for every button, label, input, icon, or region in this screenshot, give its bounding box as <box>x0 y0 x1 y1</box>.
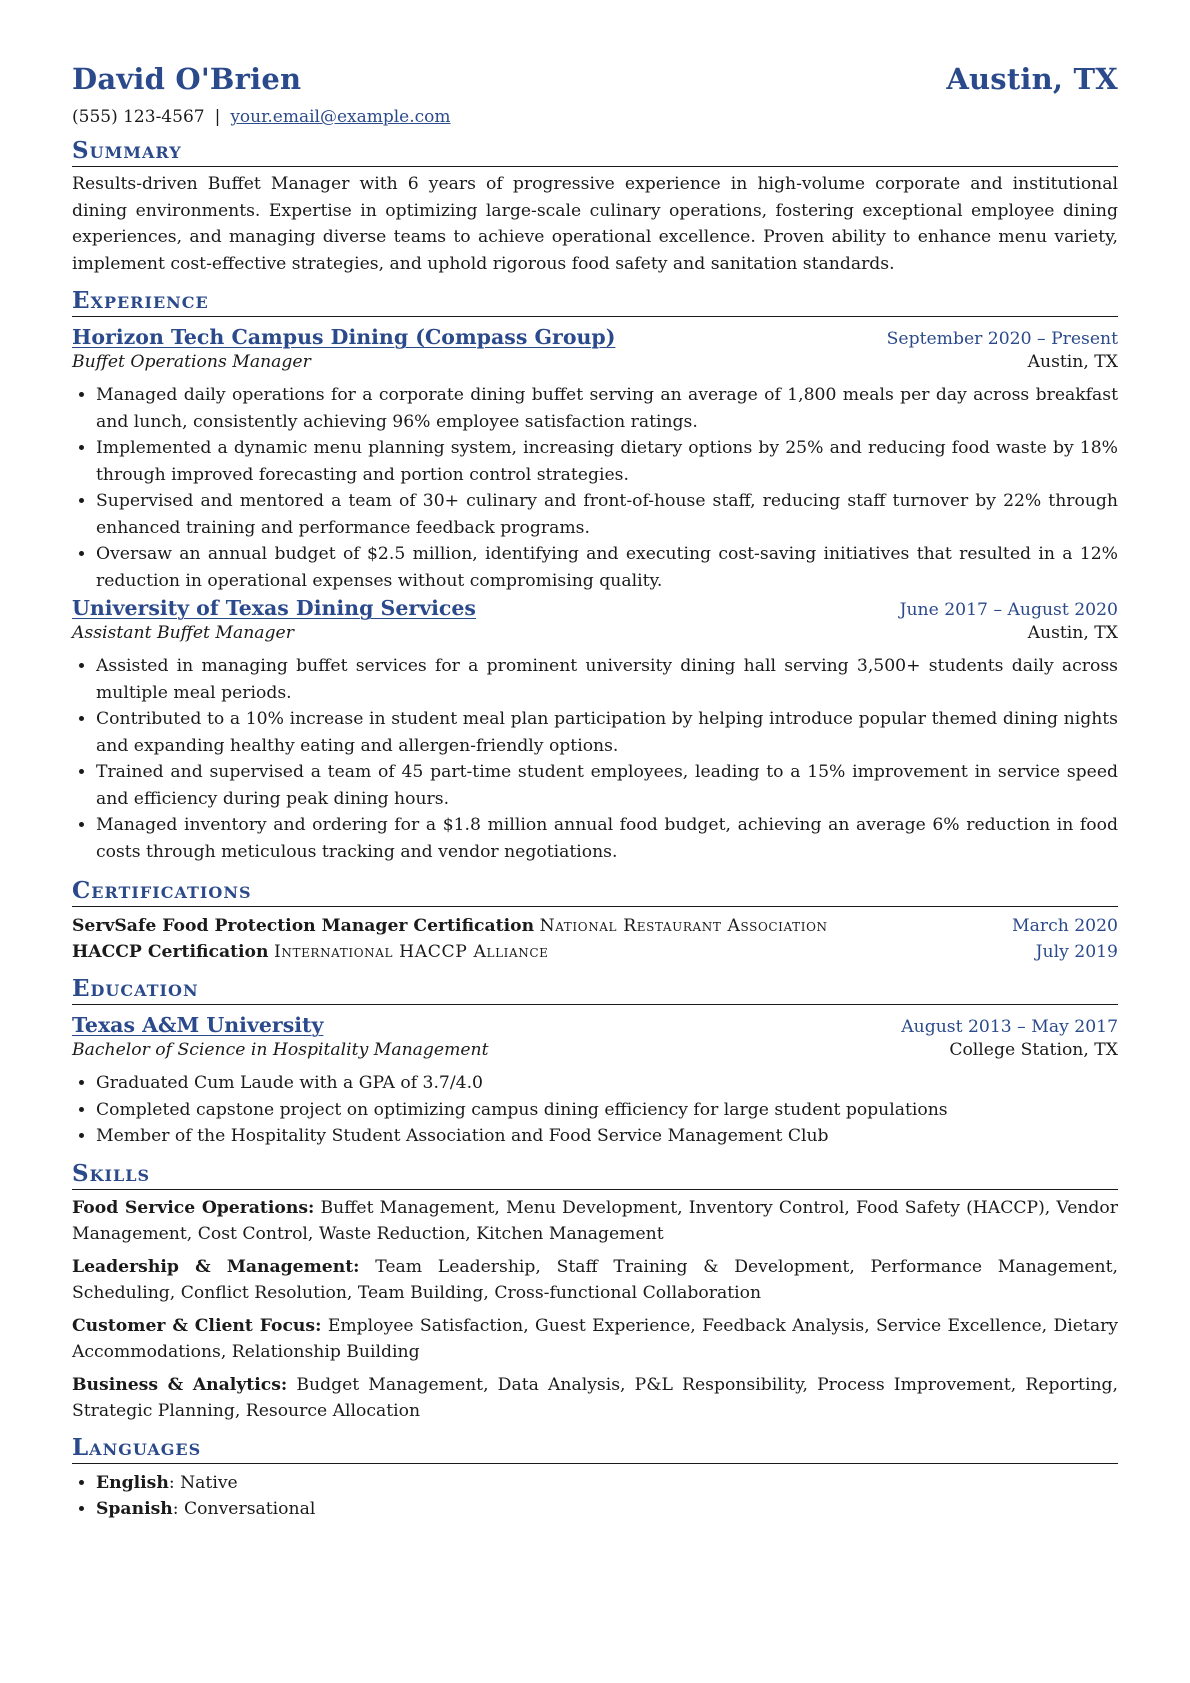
certification-date: March 2020 <box>1012 916 1118 936</box>
list-item: • Managed inventory and ordering for a $1.8 million annual food budget, achieving an average 6% reduction in food costs through meticulous tracking and vendor negotiations. <box>96 812 1118 865</box>
certification-issuer: International HACCP Alliance <box>273 942 549 962</box>
list-item: • Spanish: Conversational <box>96 1496 1118 1522</box>
degree: Bachelor of Science in Hospitality Management <box>72 1040 489 1060</box>
summary-text: Results-driven Buffet Manager with 6 years of progressive experience in high-volume corporate and institutional dining environments. Expertise in optimizing large-scale culinary operations, fostering exceptional employee dining experiences, and managing diverse teams to achieve operational excellence. Proven ability to enhance menu variety, implement cost-effective strategies, and uphold rigorous food safety and sanitation standards. <box>72 174 1118 274</box>
certifications-section <box>72 877 1118 965</box>
skill-group-items: Team Leadership, Staff Training & Development, Performance Management, Scheduling, Conflict Resolution, Team Building, Cross-functional Collaboration <box>72 1256 1118 1303</box>
candidate-location: Austin, TX <box>946 62 1118 96</box>
email-link[interactable]: your.email@example.com <box>230 107 451 127</box>
skill-group-items: Buffet Management, Menu Development, Inventory Control, Food Safety (HACCP), Vendor Management, Cost Control, Waste Reduction, Kitchen Management <box>72 1197 1118 1244</box>
certification-date: July 2019 <box>1035 942 1118 962</box>
skill-group-items: Budget Management, Data Analysis, P&L Responsibility, Process Improvement, Reporting, Strategic Planning, Resource Allocation <box>72 1374 1118 1421</box>
job-bullets <box>72 653 1118 865</box>
languages-section <box>72 1434 1118 1522</box>
education-section <box>72 975 1118 1150</box>
list-item: • Trained and supervised a team of 45 part-time student employees, leading to a 15% improvement in service speed and efficiency during peak dining hours. <box>96 759 1118 812</box>
phone-number: (555) 123-4567 <box>72 107 205 127</box>
contact-line <box>72 107 1118 127</box>
summary-section <box>72 137 1118 277</box>
skill-group <box>72 1195 1118 1247</box>
experience-heading: Experience <box>72 287 1118 317</box>
education-location: College Station, TX <box>949 1040 1118 1060</box>
certification-name: HACCP Certification <box>72 942 269 962</box>
certifications-heading: Certifications <box>72 877 1118 907</box>
language-name: English <box>96 1472 169 1493</box>
list-item: • Supervised and mentored a team of 30+ culinary and front-of-house staff, reducing staff turnover by 22% through enhanced training and performance feedback programs. <box>96 488 1118 541</box>
certification-issuer: National Restaurant Association <box>539 916 828 936</box>
skill-group <box>72 1254 1118 1306</box>
languages-list <box>72 1470 1118 1522</box>
list-item: • Assisted in managing buffet services for a prominent university dining hall serving 3,500+ students daily across multiple meal periods. <box>96 653 1118 706</box>
skills-section <box>72 1160 1118 1424</box>
language-name: Spanish <box>96 1498 173 1519</box>
job-bullets <box>72 382 1118 594</box>
list-item: • English: Native <box>96 1470 1118 1496</box>
job-location: Austin, TX <box>1027 352 1118 372</box>
resume-header <box>72 62 1118 96</box>
education-bullets <box>72 1070 1118 1150</box>
summary-heading: Summary <box>72 137 1118 167</box>
skill-group <box>72 1372 1118 1424</box>
certification-item <box>72 913 1118 939</box>
education-dates: August 2013 – May 2017 <box>901 1017 1118 1037</box>
certification-item <box>72 939 1118 965</box>
education-heading: Education <box>72 975 1118 1005</box>
list-item: • Graduated Cum Laude with a GPA of 3.7/4.0 <box>96 1070 1118 1097</box>
job-organization-link[interactable]: Horizon Tech Campus Dining (Compass Group) <box>72 325 616 349</box>
job-location: Austin, TX <box>1027 623 1118 643</box>
skill-group-label: Business & Analytics: <box>72 1374 288 1395</box>
language-level: Native <box>180 1472 238 1493</box>
list-item: • Oversaw an annual budget of $2.5 million, identifying and executing cost-saving initiatives that resulted in a 12% reduction in operational expenses without compromising quality. <box>96 541 1118 594</box>
job-dates: June 2017 – August 2020 <box>899 600 1118 620</box>
job-role: Buffet Operations Manager <box>72 352 311 372</box>
list-item: • Completed capstone project on optimizing campus dining efficiency for large student populations <box>96 1097 1118 1124</box>
skill-group <box>72 1313 1118 1365</box>
job-role: Assistant Buffet Manager <box>72 623 294 643</box>
job-entry <box>72 596 1118 865</box>
skill-group-items: Employee Satisfaction, Guest Experience, Feedback Analysis, Service Excellence, Dietary Accommodations, Relationship Building <box>72 1315 1118 1362</box>
certification-name: ServSafe Food Protection Manager Certification <box>72 916 535 936</box>
candidate-name: David O'Brien <box>72 62 302 96</box>
school-link[interactable]: Texas A&M University <box>72 1013 324 1037</box>
job-entry <box>72 325 1118 594</box>
list-item: • Implemented a dynamic menu planning system, increasing dietary options by 25% and reducing food waste by 18% through improved forecasting and portion control strategies. <box>96 435 1118 488</box>
experience-section <box>72 287 1118 865</box>
skill-group-label: Food Service Operations: <box>72 1197 315 1218</box>
skills-heading: Skills <box>72 1160 1118 1190</box>
skill-group-label: Customer & Client Focus: <box>72 1315 322 1336</box>
job-organization-link[interactable]: University of Texas Dining Services <box>72 596 476 620</box>
list-item: • Contributed to a 10% increase in student meal plan participation by helping introduce popular themed dining nights and expanding healthy eating and allergen-friendly options. <box>96 706 1118 759</box>
skill-group-label: Leadership & Management: <box>72 1256 360 1277</box>
languages-heading: Languages <box>72 1434 1118 1464</box>
list-item: • Managed daily operations for a corporate dining buffet serving an average of 1,800 meals per day across breakfast and lunch, consistently achieving 96% employee satisfaction ratings. <box>96 382 1118 435</box>
contact-separator: | <box>214 107 221 127</box>
list-item: • Member of the Hospitality Student Association and Food Service Management Club <box>96 1123 1118 1150</box>
job-dates: September 2020 – Present <box>886 329 1118 349</box>
language-level: Conversational <box>184 1498 316 1519</box>
